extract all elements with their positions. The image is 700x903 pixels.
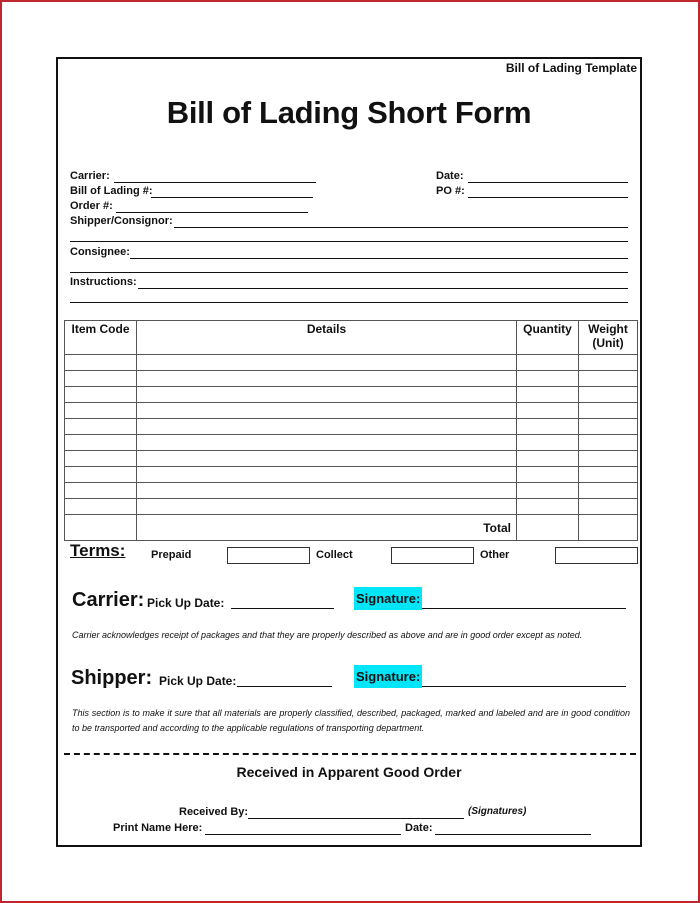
table-cell — [65, 515, 137, 541]
total-quantity-cell[interactable] — [517, 515, 579, 541]
date-label: Date: — [436, 170, 464, 182]
table-cell[interactable] — [517, 451, 579, 467]
carrier-acknowledgement-note: Carrier acknowledges receipt of packages and that they are properly described as above and are in good order except as noted. — [72, 630, 583, 640]
table-cell[interactable] — [579, 451, 638, 467]
print-name-field[interactable] — [205, 834, 401, 835]
table-cell[interactable] — [517, 483, 579, 499]
table-row — [65, 483, 638, 499]
shipper-pickup-date-label: Pick Up Date: — [159, 674, 237, 688]
received-heading: Received in Apparent Good Order — [236, 764, 462, 780]
table-cell[interactable] — [517, 371, 579, 387]
column-header: Item Code — [65, 321, 137, 355]
table-row — [65, 451, 638, 467]
signatures-note: (Signatures) — [468, 806, 527, 817]
table-cell[interactable] — [579, 419, 638, 435]
table-cell[interactable] — [517, 355, 579, 371]
total-row — [65, 515, 638, 541]
carrier-pickup-date-field[interactable] — [231, 608, 334, 609]
carrier-label: Carrier: — [70, 170, 110, 182]
carrier-heading: Carrier: — [72, 589, 145, 611]
table-cell[interactable] — [137, 451, 517, 467]
table-cell[interactable] — [65, 371, 137, 387]
column-header: Quantity — [517, 321, 579, 355]
received-by-label: Received By: — [179, 806, 249, 818]
shipper-consignor-field-line2[interactable] — [70, 241, 628, 242]
shipper-pickup-date-field[interactable] — [237, 686, 332, 687]
table-row — [65, 387, 638, 403]
terms-collect-box[interactable] — [391, 547, 474, 564]
po-number-field[interactable] — [468, 197, 628, 198]
carrier-signature-field[interactable] — [422, 608, 626, 609]
terms-other-label: Other — [480, 549, 510, 561]
table-cell[interactable] — [517, 419, 579, 435]
dashed-divider — [64, 753, 636, 755]
table-cell[interactable] — [579, 355, 638, 371]
consignee-field[interactable] — [130, 258, 628, 259]
table-cell[interactable] — [579, 483, 638, 499]
consignee-field-line2[interactable] — [70, 272, 628, 273]
table-cell[interactable] — [137, 355, 517, 371]
table-row — [65, 371, 638, 387]
terms-prepaid-box[interactable] — [227, 547, 310, 564]
shipper-signature-field[interactable] — [422, 686, 626, 687]
table-cell[interactable] — [579, 403, 638, 419]
order-number-field[interactable] — [116, 212, 308, 213]
terms-heading: Terms: — [70, 541, 126, 560]
received-by-field[interactable] — [248, 818, 464, 819]
table-cell[interactable] — [137, 435, 517, 451]
form-page — [56, 57, 642, 847]
table-cell[interactable] — [137, 419, 517, 435]
table-cell[interactable] — [137, 387, 517, 403]
receipt-date-field[interactable] — [435, 834, 591, 835]
bill-of-lading-number-label: Bill of Lading #: — [70, 185, 153, 197]
table-cell[interactable] — [137, 403, 517, 419]
terms-collect-label: Collect — [316, 549, 353, 561]
shipper-consignor-field[interactable] — [174, 227, 628, 228]
table-cell[interactable] — [65, 451, 137, 467]
table-cell[interactable] — [137, 483, 517, 499]
shipper-heading: Shipper: — [71, 667, 153, 689]
weight-unit-header: (Unit) — [592, 336, 624, 350]
total-weight-cell[interactable] — [579, 515, 638, 541]
table-cell[interactable] — [137, 467, 517, 483]
print-name-label: Print Name Here: — [113, 822, 203, 834]
carrier-signature-label: Signature: — [354, 587, 422, 610]
table-cell[interactable] — [65, 467, 137, 483]
carrier-field[interactable] — [114, 182, 316, 183]
table-cell[interactable] — [517, 435, 579, 451]
table-cell[interactable] — [65, 387, 137, 403]
table-cell[interactable] — [579, 371, 638, 387]
consignee-label: Consignee: — [70, 246, 130, 258]
carrier-pickup-date-label: Pick Up Date: — [147, 596, 225, 610]
table-cell[interactable] — [65, 499, 137, 515]
table-row — [65, 499, 638, 515]
table-row — [65, 435, 638, 451]
table-cell[interactable] — [137, 499, 517, 515]
table-cell[interactable] — [517, 387, 579, 403]
instructions-field[interactable] — [138, 288, 628, 289]
table-cell[interactable] — [579, 467, 638, 483]
table-cell[interactable] — [579, 435, 638, 451]
table-cell[interactable] — [65, 403, 137, 419]
table-cell[interactable] — [517, 467, 579, 483]
instructions-label: Instructions: — [70, 276, 137, 288]
table-row — [65, 403, 638, 419]
order-number-label: Order #: — [70, 200, 113, 212]
table-cell[interactable] — [517, 499, 579, 515]
table-cell[interactable] — [137, 371, 517, 387]
terms-prepaid-label: Prepaid — [151, 549, 192, 561]
table-cell[interactable] — [65, 435, 137, 451]
receipt-date-label: Date: — [405, 822, 433, 834]
shipper-signature-label: Signature: — [354, 665, 422, 688]
table-cell[interactable] — [65, 355, 137, 371]
shipper-section-note: This section is to make it sure that all materials are properly classified, described, packaged, marked and labeled and are in good condition to be transported and according to the applicable regulations of transporting department. — [72, 708, 630, 733]
table-cell[interactable] — [65, 419, 137, 435]
column-header — [579, 321, 638, 355]
table-row — [65, 419, 638, 435]
po-number-label: PO #: — [436, 185, 465, 197]
page-title: Bill of Lading Short Form — [166, 95, 532, 130]
items-table — [64, 320, 638, 541]
column-header: Details — [137, 321, 517, 355]
table-cell[interactable] — [579, 387, 638, 403]
terms-other-box[interactable] — [555, 547, 638, 564]
table-row — [65, 467, 638, 483]
table-cell[interactable] — [579, 499, 638, 515]
bill-of-lading-number-field[interactable] — [151, 197, 313, 198]
instructions-field-line2[interactable] — [70, 302, 628, 303]
shipper-consignor-label: Shipper/Consignor: — [70, 215, 173, 227]
table-row — [65, 355, 638, 371]
date-field[interactable] — [468, 182, 628, 183]
total-label: Total — [137, 515, 517, 541]
template-label: Bill of Lading Template — [505, 61, 637, 75]
table-cell[interactable] — [517, 403, 579, 419]
table-cell[interactable] — [65, 483, 137, 499]
weight-header: Weight — [588, 322, 628, 336]
